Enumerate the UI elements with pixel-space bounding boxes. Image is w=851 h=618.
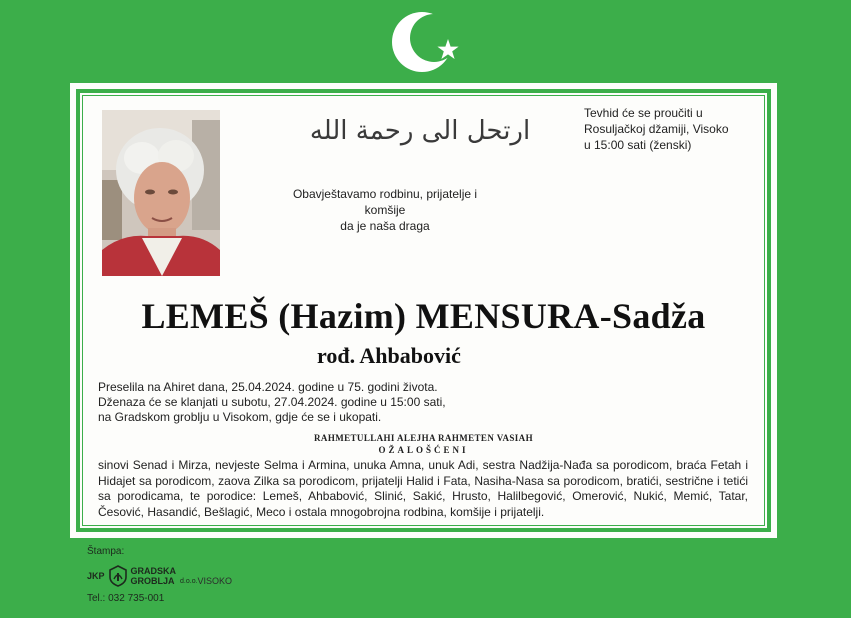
crescent-star-icon (388, 6, 468, 76)
obituary-card (70, 83, 777, 538)
details-line: na Gradskom groblju u Visokom, gdje će se i ukopati. (98, 410, 382, 424)
logo-line: GRADSKA (130, 566, 177, 576)
logo-city: VISOKO (197, 576, 233, 586)
tevhid-line: Tevhid će se proučiti u (584, 106, 703, 120)
portrait-image (102, 110, 220, 276)
notification-line: Obavještavamo rodbinu, prijatelje i komšije (292, 187, 478, 217)
notification-text (275, 186, 495, 234)
logo-line: GROBLJA (130, 576, 175, 586)
logo-suffix: d.o.o. (180, 578, 198, 585)
portrait-photo (102, 110, 220, 276)
details-line: Preselila na Ahiret dana, 25.04.2024. godine u 75. godini života. (98, 380, 438, 394)
maiden-name: rođ. Ahbabović (317, 343, 461, 368)
logo-jkp: JKP (87, 571, 105, 581)
details-line: Dženaza će se klanjati u subotu, 27.04.2024. godine u 15:00 sati, (98, 395, 446, 409)
notification-line: da je naša draga (340, 219, 430, 233)
tevhid-line: u 15:00 sati (ženski) (584, 138, 692, 152)
tevhid-notice (584, 105, 764, 153)
calligraphy-text: ارتحل الى رحمة الله (309, 116, 531, 146)
printer-logo (87, 562, 232, 590)
printer-phone: Tel.: 032 735-001 (87, 593, 165, 604)
mourners-list: sinovi Senad i Mirza, nevjeste Selma i Armina, unuka Amna, unuk Adi, sestra Nadžija-Nađa sa porodicom, braća Fetah i Hidajet sa porodicom, zaova Zilka sa porodicom, prijatelji Halid i Fata, Nasiha-Nasa sa porodicom, bratići, sestrične i tetići sa porodicama, te porodice: Lemeš, Ahbabović, Slinić, Sakić, Hrusto, Halilbegović, Omerović, Nukić, Memić, Tatar, Česović, Hasandić, Bešlagić, Meco i ostala mnogobrojna rodbina, komšije i prijatelji. (98, 458, 748, 519)
mourners-heading: OŽALOŠĆENI (378, 445, 469, 455)
arabic-calligraphy (309, 101, 531, 157)
logo-wordmark (131, 566, 177, 586)
gradska-groblja-logo-icon (108, 565, 128, 587)
deceased-name: LEMEŠ (Hazim) MENSURA-Sadža (141, 296, 706, 336)
printer-label: Štampa: (87, 546, 125, 557)
prayer-line: RAHMETULLAHI ALEJHA RAHMETEN VASIAH (314, 433, 533, 443)
tevhid-line: Rosuljačkoj džamiji, Visoko (584, 122, 729, 136)
funeral-details (98, 380, 558, 425)
